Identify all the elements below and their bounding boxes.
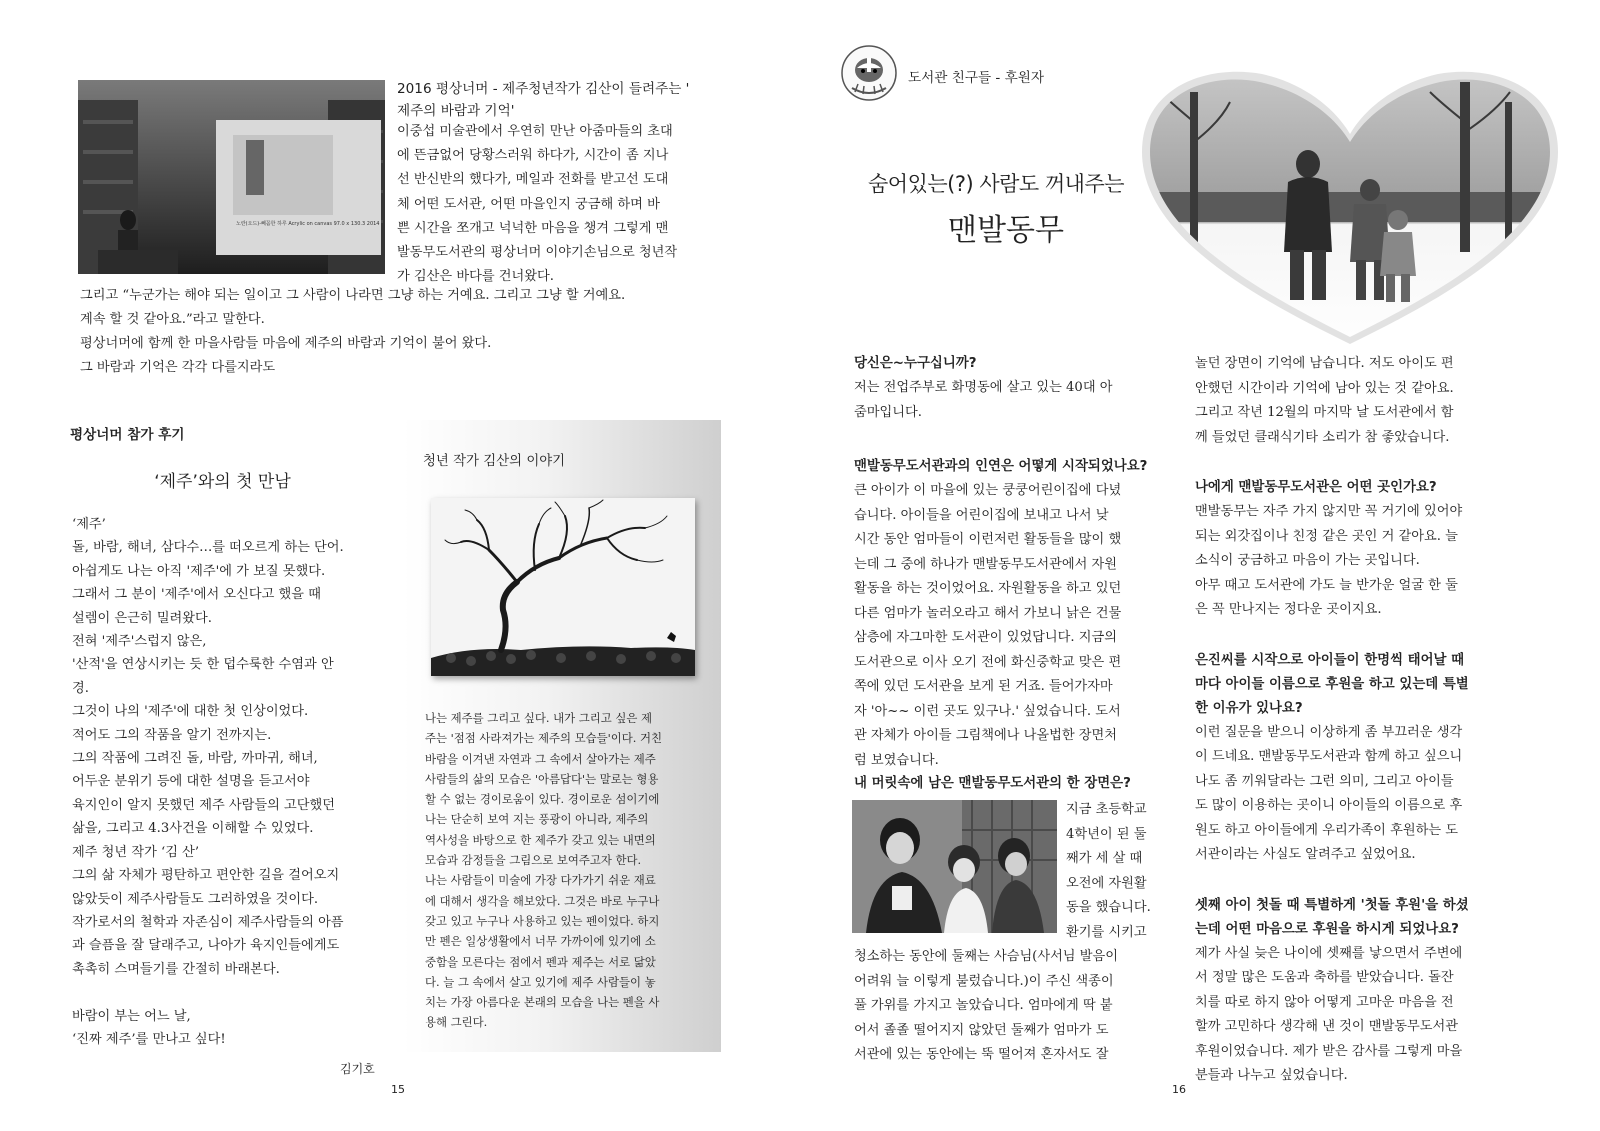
review-line: 삶을, 그리고 4.3사건을 이해할 수 있었다. bbox=[72, 821, 314, 837]
review-line: 촉촉히 스며들기를 간절히 바래본다. bbox=[72, 961, 280, 977]
family-heart-photo bbox=[1130, 62, 1570, 352]
qa-answer-line: 서관이라는 사실도 알려주고 싶었어요. bbox=[1195, 847, 1416, 862]
qa-question: 셋째 아이 첫돌 때 특별하게 '첫돌 후원'을 하셨 bbox=[1195, 897, 1469, 913]
review-section-label: 평상너머 참가 후기 bbox=[70, 427, 185, 443]
memory-line: 오전에 자원활 bbox=[1066, 875, 1147, 891]
sidebar-line: 나는 사람들이 미술에 가장 다가가기 쉬운 재료 bbox=[425, 873, 656, 888]
sidebar-line: 할 수 없는 경이로움이 있다. 경이로운 섬이기에 bbox=[425, 792, 660, 807]
review-line: 적어도 그의 작품을 알기 전까지는. bbox=[72, 727, 272, 743]
badger-logo-icon bbox=[840, 44, 898, 102]
tree-artwork-image bbox=[431, 498, 695, 676]
lecture-photo-image bbox=[78, 80, 385, 274]
qa-answer-line: 삼층에 자그마한 도서관이 있었답니다. 지금의 bbox=[854, 630, 1118, 645]
memory-line: 환기를 시키고 bbox=[1066, 924, 1147, 940]
qa-answer-line: 활동을 하는 것이었어요. 자원활동을 하고 있던 bbox=[854, 581, 1122, 596]
sidebar-line: 사람들의 삶의 모습은 '아름답다'는 말로는 형용 bbox=[425, 771, 659, 786]
review-line: 않았듯이 제주사람들도 그러하였을 것이다. bbox=[72, 891, 319, 907]
memory-line: 서관에 있는 동안에는 뚝 떨어져 혼자서도 잘 bbox=[854, 1047, 1109, 1062]
feature-wide-line: 평상너머에 함께 한 마을사람들 마음에 제주의 바람과 기억이 불어 왔다. bbox=[80, 336, 492, 351]
qa-answer-line: 원도 하고 아이들에게 우리가족이 후원하는 도 bbox=[1195, 822, 1459, 838]
sidebar-line: 바람을 이겨낸 자연과 그 속에서 살아가는 제주 bbox=[425, 751, 656, 766]
feature-wide-line: 계속 할 것 같아요.”라고 말한다. bbox=[80, 312, 265, 327]
qa-answer-line: 안했던 시간이라 기억에 남아 있는 것 같아요. bbox=[1195, 380, 1454, 396]
artist-sidebar bbox=[403, 420, 721, 1052]
review-line: 아쉽게도 나는 아직 '제주'에 가 보질 못했다. bbox=[72, 563, 326, 579]
review-line: 그래서 그 분이 '제주'에서 오신다고 했을 때 bbox=[72, 587, 321, 603]
tree-artwork bbox=[431, 498, 695, 676]
qa-answer-line: 께 들었던 클래식기타 소리가 참 좋았습니다. bbox=[1195, 429, 1450, 445]
sidebar-line: 만 펜은 일상생활에서 너무 가까이에 있기에 소 bbox=[425, 934, 656, 949]
review-line: '산적'을 연상시키는 듯 한 덥수룩한 수염과 안 bbox=[72, 657, 334, 673]
page-number-16: 16 bbox=[1172, 1083, 1186, 1096]
feature-wide-line: 그 바람과 기억은 각각 다를지라도 bbox=[80, 360, 276, 375]
review-line: 설렘이 은근히 밀려왔다. bbox=[72, 610, 212, 626]
qa-question: 나에게 맨발동무도서관은 어떤 곳인가요? bbox=[1195, 480, 1437, 495]
photo-caption: 노란(오드)-빼꼼한 하루 Acrylic on canvas 97.0 x 130.3 2014 bbox=[236, 221, 380, 227]
qa-answer-line: 이 드네요. 맨발동무도서관과 함께 하고 싶으니 bbox=[1195, 749, 1463, 764]
qa-answer-line: 저는 전업주부로 화명동에 살고 있는 40대 아 bbox=[854, 380, 1113, 395]
qa-question: 마다 아이들 이름으로 후원을 하고 있는데 특별 bbox=[1195, 676, 1469, 692]
qa-question: 는데 어떤 마음으로 후원을 하시게 되었나요? bbox=[1195, 921, 1459, 937]
qa-answer-line: 관 자체가 아이들 그림책에나 나올법한 장면처 bbox=[854, 728, 1118, 743]
sidebar-title: 청년 작가 김산의 이야기 bbox=[423, 454, 566, 469]
headline-small: 숨어있는(?) 사람도 꺼내주는 bbox=[868, 172, 1125, 196]
qa-answer-line: 이런 질문을 받으니 이상하게 좀 부끄러운 생각 bbox=[1195, 724, 1463, 740]
library-photo bbox=[852, 800, 1057, 933]
qa-answer-line: 쪽에 있던 도서관을 보게 된 거죠. 들어가자마 bbox=[854, 679, 1113, 694]
review-body bbox=[72, 513, 382, 1051]
qa-answer-line: 줌마입니다. bbox=[854, 404, 922, 420]
qa-answer-line: 그리고 작년 12월의 마지막 날 도서관에서 함 bbox=[1195, 405, 1454, 420]
memory-line: 동을 했습니다. bbox=[1066, 900, 1151, 915]
review-line: ‘진짜 제주’를 만나고 싶다! bbox=[72, 1031, 226, 1047]
review-line: 경. bbox=[72, 680, 89, 696]
qa-answer-line: 서 정말 많은 도움과 축하를 받았습니다. 돌잔 bbox=[1195, 970, 1454, 985]
sidebar-line: 중함을 모른다는 점에서 펜과 제주는 서로 닮았 bbox=[425, 954, 656, 969]
qa-question: 당신은~누구십니까? bbox=[854, 356, 977, 371]
feature-wide-body bbox=[80, 284, 720, 380]
sidebar-line: 역사성을 바탕으로 한 제주가 갖고 있는 내면의 bbox=[425, 832, 656, 847]
sidebar-line: 치는 가장 아름다운 본래의 모습을 나는 펜을 사 bbox=[425, 995, 660, 1010]
qa-answer-line: 다른 엄마가 놀러오라고 해서 가보니 낡은 건물 bbox=[854, 605, 1122, 621]
feature-body-line: 체 어떤 도서관, 어떤 마을인지 궁금해 하며 바 bbox=[397, 196, 660, 212]
qa-answer-line: 는데 그 중에 하나가 맨발동무도서관에서 자원 bbox=[854, 556, 1118, 572]
feature-body-line: 가 김산은 바다를 건너왔다. bbox=[397, 269, 554, 285]
memory-full-text bbox=[854, 945, 1174, 1068]
sidebar-line: 나는 단순히 보여 지는 풍광이 아니라, 제주의 bbox=[425, 812, 649, 827]
qa-answer-line: 은 꼭 만나지는 정다운 곳이지요. bbox=[1195, 602, 1382, 617]
sidebar-line: 갖고 있고 누구나 사용하고 있는 펜이었다. 하지 bbox=[425, 913, 660, 928]
memory-side-text bbox=[1066, 798, 1176, 945]
review-line: 제주 청년 작가 ‘김 산’ bbox=[72, 844, 200, 860]
qa-answer-line: 도서관으로 이사 오기 전에 화신중학교 맞은 편 bbox=[854, 654, 1122, 670]
sidebar-line: 나는 제주를 그리고 싶다. 내가 그리고 싶은 제 bbox=[425, 711, 653, 725]
qa-answer-line: 도 많이 이용하는 곳이니 아이들의 이름으로 후 bbox=[1195, 798, 1463, 813]
review-line: 작가로서의 철학과 자존심이 제주사람들의 아픔 bbox=[72, 914, 344, 930]
review-line: 전혀 '제주'스럽지 않은, bbox=[72, 634, 207, 650]
memory-question: 내 머릿속에 남은 맨발동무도서관의 한 장면은? bbox=[854, 776, 1131, 791]
review-line: 과 슬픔을 잘 달래주고, 나아가 육지인들에게도 bbox=[72, 938, 340, 954]
qa-answer-line: 치를 따로 하지 않아 어떻게 고마운 마음을 전 bbox=[1195, 994, 1454, 1010]
qa-answer-line: 되는 외갓집이나 친정 같은 곳인 거 같아요. 늘 bbox=[1195, 528, 1458, 544]
sidebar-line: 다. 늘 그 속에서 살고 있기에 제주 사람들이 놓 bbox=[425, 974, 656, 989]
sidebar-line: 주는 '점점 사라져가는 제주의 모습들'이다. 거친 bbox=[425, 731, 663, 746]
qa-answer-line: 맨발동무는 자주 가지 않지만 꼭 거기에 있어야 bbox=[1195, 504, 1463, 519]
section-header-label: 도서관 친구들 - 후원자 bbox=[908, 70, 1045, 86]
feature-title-line1: 2016 평상너머 - 제주청년작가 김산이 들려주는 ' bbox=[397, 81, 690, 97]
feature-body-line: 에 뜬금없어 당황스러워 하다가, 시간이 좀 지나 bbox=[397, 148, 669, 164]
sidebar-body bbox=[425, 708, 701, 1033]
qa-answer-line: 습니다. 아이들을 어린이집에 보내고 나서 낮 bbox=[854, 507, 1109, 523]
review-line: ‘제주’ bbox=[72, 517, 106, 532]
page-16 bbox=[800, 0, 1600, 1131]
review-title: ‘제주’와의 첫 만남 bbox=[154, 472, 291, 492]
qa-answer-line: 분들과 나누고 싶었습니다. bbox=[1195, 1068, 1348, 1083]
qa-answer-line: 럼 보였습니다. bbox=[854, 752, 939, 768]
feature-wide-line: 그리고 “누군가는 해야 되는 일이고 그 사람이 나라면 그냥 하는 거예요. 그리고 그냥 할 거예요. bbox=[80, 288, 626, 303]
qa-answer-line: 후원이었습니다. 제가 받은 감사를 그렇게 마을 bbox=[1195, 1043, 1463, 1059]
review-line bbox=[72, 981, 382, 1004]
qa-column-left bbox=[854, 352, 1174, 773]
review-line: 그의 삶 자체가 평탄하고 편안한 길을 걸어오지 bbox=[72, 868, 340, 884]
qa-answer-line: 시간 동안 엄마들이 이런저런 활동들을 많이 했 bbox=[854, 532, 1122, 547]
headline-big: 맨발동무 bbox=[948, 213, 1064, 248]
qa-question: 맨발동무도서관과의 인연은 어떻게 시작되었나요? bbox=[854, 459, 1148, 474]
memory-line: 풀 가위를 가지고 놀았습니다. 엄마에게 딱 붙 bbox=[854, 998, 1113, 1013]
page-number-15: 15 bbox=[391, 1083, 405, 1096]
feature-title-line2: 제주의 바람과 기억' bbox=[397, 103, 515, 119]
feature-body-line: 발동무도서관의 평상너머 이야기손님으로 청년작 bbox=[397, 245, 678, 261]
memory-line: 청소하는 동안에 둘째는 사슴님(사서님 발음이 bbox=[854, 949, 1118, 964]
qa-answer-line: 할까 고민하다 생각해 낸 것이 맨발동무도서관 bbox=[1195, 1019, 1459, 1034]
review-line: 육지인이 알지 못했던 제주 사람들의 고단했던 bbox=[72, 797, 336, 813]
qa-answer-line: 놀던 장면이 기억에 남습니다. 저도 아이도 편 bbox=[1195, 356, 1454, 371]
sidebar-line: 모습과 감정들을 그림으로 보여주고자 한다. bbox=[425, 853, 642, 868]
lecture-photo bbox=[78, 80, 385, 274]
qa-answer-line: 자 '아~~ 이런 곳도 있구나.' 싶었습니다. 도서 bbox=[854, 703, 1121, 719]
qa-answer-line: 소식이 궁금하고 마음이 가는 곳입니다. bbox=[1195, 553, 1420, 568]
feature-title bbox=[397, 78, 727, 122]
memory-line: 어려워 늘 이렇게 불렀습니다.)이 주신 색종이 bbox=[854, 973, 1114, 989]
family-heart-photo-image bbox=[1130, 62, 1570, 352]
sidebar-line: 에 대해서 생각을 해보았다. 그것은 바로 누구나 bbox=[425, 893, 660, 908]
memory-line: 4학년이 된 둘 bbox=[1066, 826, 1147, 842]
qa-answer-line: 큰 아이가 이 마을에 있는 쿵쿵어린이집에 다녔 bbox=[854, 483, 1122, 498]
review-line: 그것이 나의 '제주'에 대한 첫 인상이었다. bbox=[72, 704, 309, 720]
feature-body bbox=[397, 120, 709, 289]
feature-body-line: 이중섭 미술관에서 우연히 만난 아줌마들의 초대 bbox=[397, 124, 673, 139]
review-line: 그의 작품에 그려진 돌, 바람, 까마귀, 해녀, bbox=[72, 751, 318, 767]
review-line: 돌, 바람, 해녀, 삼다수…를 떠오르게 하는 단어. bbox=[72, 540, 344, 556]
qa-answer-line: 아무 때고 도서관에 가도 늘 반가운 얼굴 한 둘 bbox=[1195, 577, 1458, 593]
qa-question: 한 이유가 있나요? bbox=[1195, 700, 1303, 716]
memory-line: 지금 초등학교 bbox=[1066, 802, 1147, 817]
memory-line: 어서 졸졸 떨어지지 않았던 둘째가 엄마가 도 bbox=[854, 1022, 1109, 1038]
qa-answer-line: 제가 사실 늦은 나이에 셋째를 낳으면서 주변에 bbox=[1195, 945, 1463, 961]
qa-column-right bbox=[1195, 352, 1507, 1089]
library-photo-image bbox=[852, 800, 1057, 933]
qa-answer-line: 나도 좀 끼워달라는 그런 의미, 그리고 아이들 bbox=[1195, 773, 1454, 789]
review-line: 바람이 부는 어느 날, bbox=[72, 1008, 191, 1024]
sidebar-line: 용해 그린다. bbox=[425, 1015, 488, 1030]
feature-body-line: 선 반신반의 했다가, 메일과 전화를 받고선 도대 bbox=[397, 172, 669, 188]
review-author: 김기호 bbox=[340, 1062, 375, 1076]
memory-line: 째가 세 살 때 bbox=[1066, 851, 1143, 866]
feature-body-line: 쁜 시간을 쪼개고 넉넉한 마음을 챙겨 그렇게 맨 bbox=[397, 220, 669, 236]
qa-question: 은진씨를 시작으로 아이들이 한명씩 태어날 때 bbox=[1195, 652, 1465, 668]
review-line: 어두운 분위기 등에 대한 설명을 듣고서야 bbox=[72, 774, 310, 790]
